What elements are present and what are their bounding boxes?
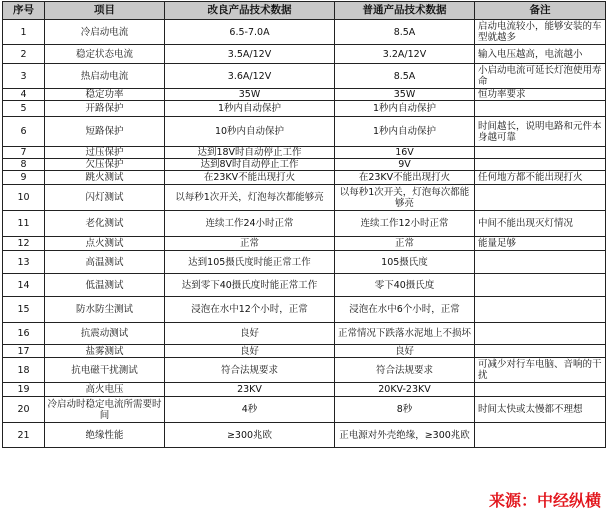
header-row [3, 2, 606, 20]
col-header-note: 备注 [475, 2, 606, 20]
row-note: 输入电压越高，电流越小 [475, 45, 606, 64]
row-number: 8 [3, 159, 45, 171]
row-note: 时间太快或太慢都不理想 [475, 397, 606, 423]
table-row [3, 101, 606, 117]
col-header-improved: 改良产品技术数据 [165, 2, 335, 20]
row-note [475, 423, 606, 448]
row-normal-value: 3.2A/12V [335, 45, 475, 64]
table-row [3, 383, 606, 397]
row-improved-value: 连续工作24小时正常 [165, 211, 335, 237]
row-improved-value: 达到18V时自动停止工作 [165, 147, 335, 159]
row-item: 稳定状态电流 [45, 45, 165, 64]
row-number: 19 [3, 383, 45, 397]
table-row [3, 397, 606, 423]
row-note: 时间越长，说明电路和元件本身越可靠 [475, 117, 606, 147]
table-row [3, 323, 606, 345]
row-note: 能量足够 [475, 237, 606, 251]
row-number: 21 [3, 423, 45, 448]
table-row [3, 185, 606, 211]
row-normal-value: 105摄氏度 [335, 251, 475, 274]
row-item: 稳定功率 [45, 89, 165, 101]
row-number: 6 [3, 117, 45, 147]
row-item: 冷启动时稳定电流所需要时间 [45, 397, 165, 423]
row-note: 小启动电流可延长灯泡使用寿命 [475, 64, 606, 89]
row-normal-value: 良好 [335, 345, 475, 358]
row-normal-value: 正常情况下跌落水泥地上不损坏 [335, 323, 475, 345]
row-item: 热启动电流 [45, 64, 165, 89]
row-normal-value: 符合法规要求 [335, 358, 475, 383]
table-row [3, 345, 606, 358]
table-row [3, 211, 606, 237]
row-normal-value: 连续工作12小时正常 [335, 211, 475, 237]
row-improved-value: 23KV [165, 383, 335, 397]
row-normal-value: 正常 [335, 237, 475, 251]
row-item: 开路保护 [45, 101, 165, 117]
row-improved-value: 在23KV不能出现打火 [165, 171, 335, 185]
row-improved-value: 4秒 [165, 397, 335, 423]
row-improved-value: 达到105摄氏度时能正常工作 [165, 251, 335, 274]
table-row [3, 171, 606, 185]
row-improved-value: 3.5A/12V [165, 45, 335, 64]
row-item: 抗震动测试 [45, 323, 165, 345]
row-number: 10 [3, 185, 45, 211]
row-note [475, 383, 606, 397]
row-note [475, 101, 606, 117]
row-item: 抗电磁干扰测试 [45, 358, 165, 383]
table-row [3, 423, 606, 448]
row-note [475, 297, 606, 323]
row-item: 短路保护 [45, 117, 165, 147]
row-item: 老化测试 [45, 211, 165, 237]
row-number: 4 [3, 89, 45, 101]
row-normal-value: 8.5A [335, 20, 475, 45]
row-number: 9 [3, 171, 45, 185]
row-normal-value: 16V [335, 147, 475, 159]
row-normal-value: 在23KV不能出现打火 [335, 171, 475, 185]
row-number: 7 [3, 147, 45, 159]
row-item: 低温测试 [45, 274, 165, 297]
table-row [3, 251, 606, 274]
row-item: 过压保护 [45, 147, 165, 159]
row-item: 高火电压 [45, 383, 165, 397]
row-improved-value: 35W [165, 89, 335, 101]
row-note [475, 251, 606, 274]
row-note [475, 323, 606, 345]
row-number: 17 [3, 345, 45, 358]
row-item: 高温测试 [45, 251, 165, 274]
row-normal-value: 20KV-23KV [335, 383, 475, 397]
row-normal-value: 35W [335, 89, 475, 101]
table-body [3, 20, 606, 448]
row-note [475, 274, 606, 297]
row-improved-value: 浸泡在水中12个小时，正常 [165, 297, 335, 323]
row-normal-value: 1秒内自动保护 [335, 101, 475, 117]
table-row [3, 358, 606, 383]
row-normal-value: 8.5A [335, 64, 475, 89]
row-note: 中间不能出现灭灯情况 [475, 211, 606, 237]
row-normal-value: 1秒内自动保护 [335, 117, 475, 147]
row-item: 欠压保护 [45, 159, 165, 171]
row-note [475, 345, 606, 358]
row-normal-value: 浸泡在水中6个小时，正常 [335, 297, 475, 323]
row-normal-value: 以每秒1次开关，灯泡每次都能够亮 [335, 185, 475, 211]
row-note [475, 159, 606, 171]
table-row [3, 64, 606, 89]
col-header-no: 序号 [3, 2, 45, 20]
row-number: 5 [3, 101, 45, 117]
row-number: 16 [3, 323, 45, 345]
row-number: 15 [3, 297, 45, 323]
row-improved-value: 良好 [165, 345, 335, 358]
row-note [475, 185, 606, 211]
table-row [3, 159, 606, 171]
row-number: 18 [3, 358, 45, 383]
row-item: 跳火测试 [45, 171, 165, 185]
spec-table [2, 1, 606, 448]
row-note: 任何地方都不能出现打火 [475, 171, 606, 185]
row-improved-value: 良好 [165, 323, 335, 345]
row-item: 防水防尘测试 [45, 297, 165, 323]
row-note: 可减少对行车电脑、音响的干扰 [475, 358, 606, 383]
row-normal-value: 9V [335, 159, 475, 171]
row-number: 13 [3, 251, 45, 274]
row-note [475, 147, 606, 159]
row-item: 点火测试 [45, 237, 165, 251]
row-note: 恒功率要求 [475, 89, 606, 101]
row-number: 14 [3, 274, 45, 297]
source-watermark: 来源：中经纵横 [488, 491, 601, 510]
table-row [3, 237, 606, 251]
row-improved-value: 达到零下40摄氏度时能正常工作 [165, 274, 335, 297]
row-improved-value: 1秒内自动保护 [165, 101, 335, 117]
table-row [3, 117, 606, 147]
row-normal-value: 正电源对外壳绝缘，≥300兆欧 [335, 423, 475, 448]
row-note: 启动电流较小，能够安装的车型就越多 [475, 20, 606, 45]
col-header-item: 项目 [45, 2, 165, 20]
row-number: 20 [3, 397, 45, 423]
row-improved-value: 3.6A/12V [165, 64, 335, 89]
row-item: 闪灯测试 [45, 185, 165, 211]
row-improved-value: 以每秒1次开关，灯泡每次都能够亮 [165, 185, 335, 211]
table-row [3, 274, 606, 297]
row-normal-value: 8秒 [335, 397, 475, 423]
row-item: 盐雾测试 [45, 345, 165, 358]
row-number: 3 [3, 64, 45, 89]
col-header-normal: 普通产品技术数据 [335, 2, 475, 20]
row-improved-value: 10秒内自动保护 [165, 117, 335, 147]
row-improved-value: 达到8V时自动停止工作 [165, 159, 335, 171]
table-row [3, 147, 606, 159]
table-row [3, 297, 606, 323]
table-row [3, 20, 606, 45]
row-item: 绝缘性能 [45, 423, 165, 448]
row-number: 11 [3, 211, 45, 237]
row-improved-value: 符合法规要求 [165, 358, 335, 383]
table-row [3, 45, 606, 64]
row-improved-value: 6.5-7.0A [165, 20, 335, 45]
row-improved-value: ≥300兆欧 [165, 423, 335, 448]
row-number: 2 [3, 45, 45, 64]
row-normal-value: 零下40摄氏度 [335, 274, 475, 297]
table-row [3, 89, 606, 101]
row-item: 冷启动电流 [45, 20, 165, 45]
row-improved-value: 正常 [165, 237, 335, 251]
row-number: 12 [3, 237, 45, 251]
row-number: 1 [3, 20, 45, 45]
